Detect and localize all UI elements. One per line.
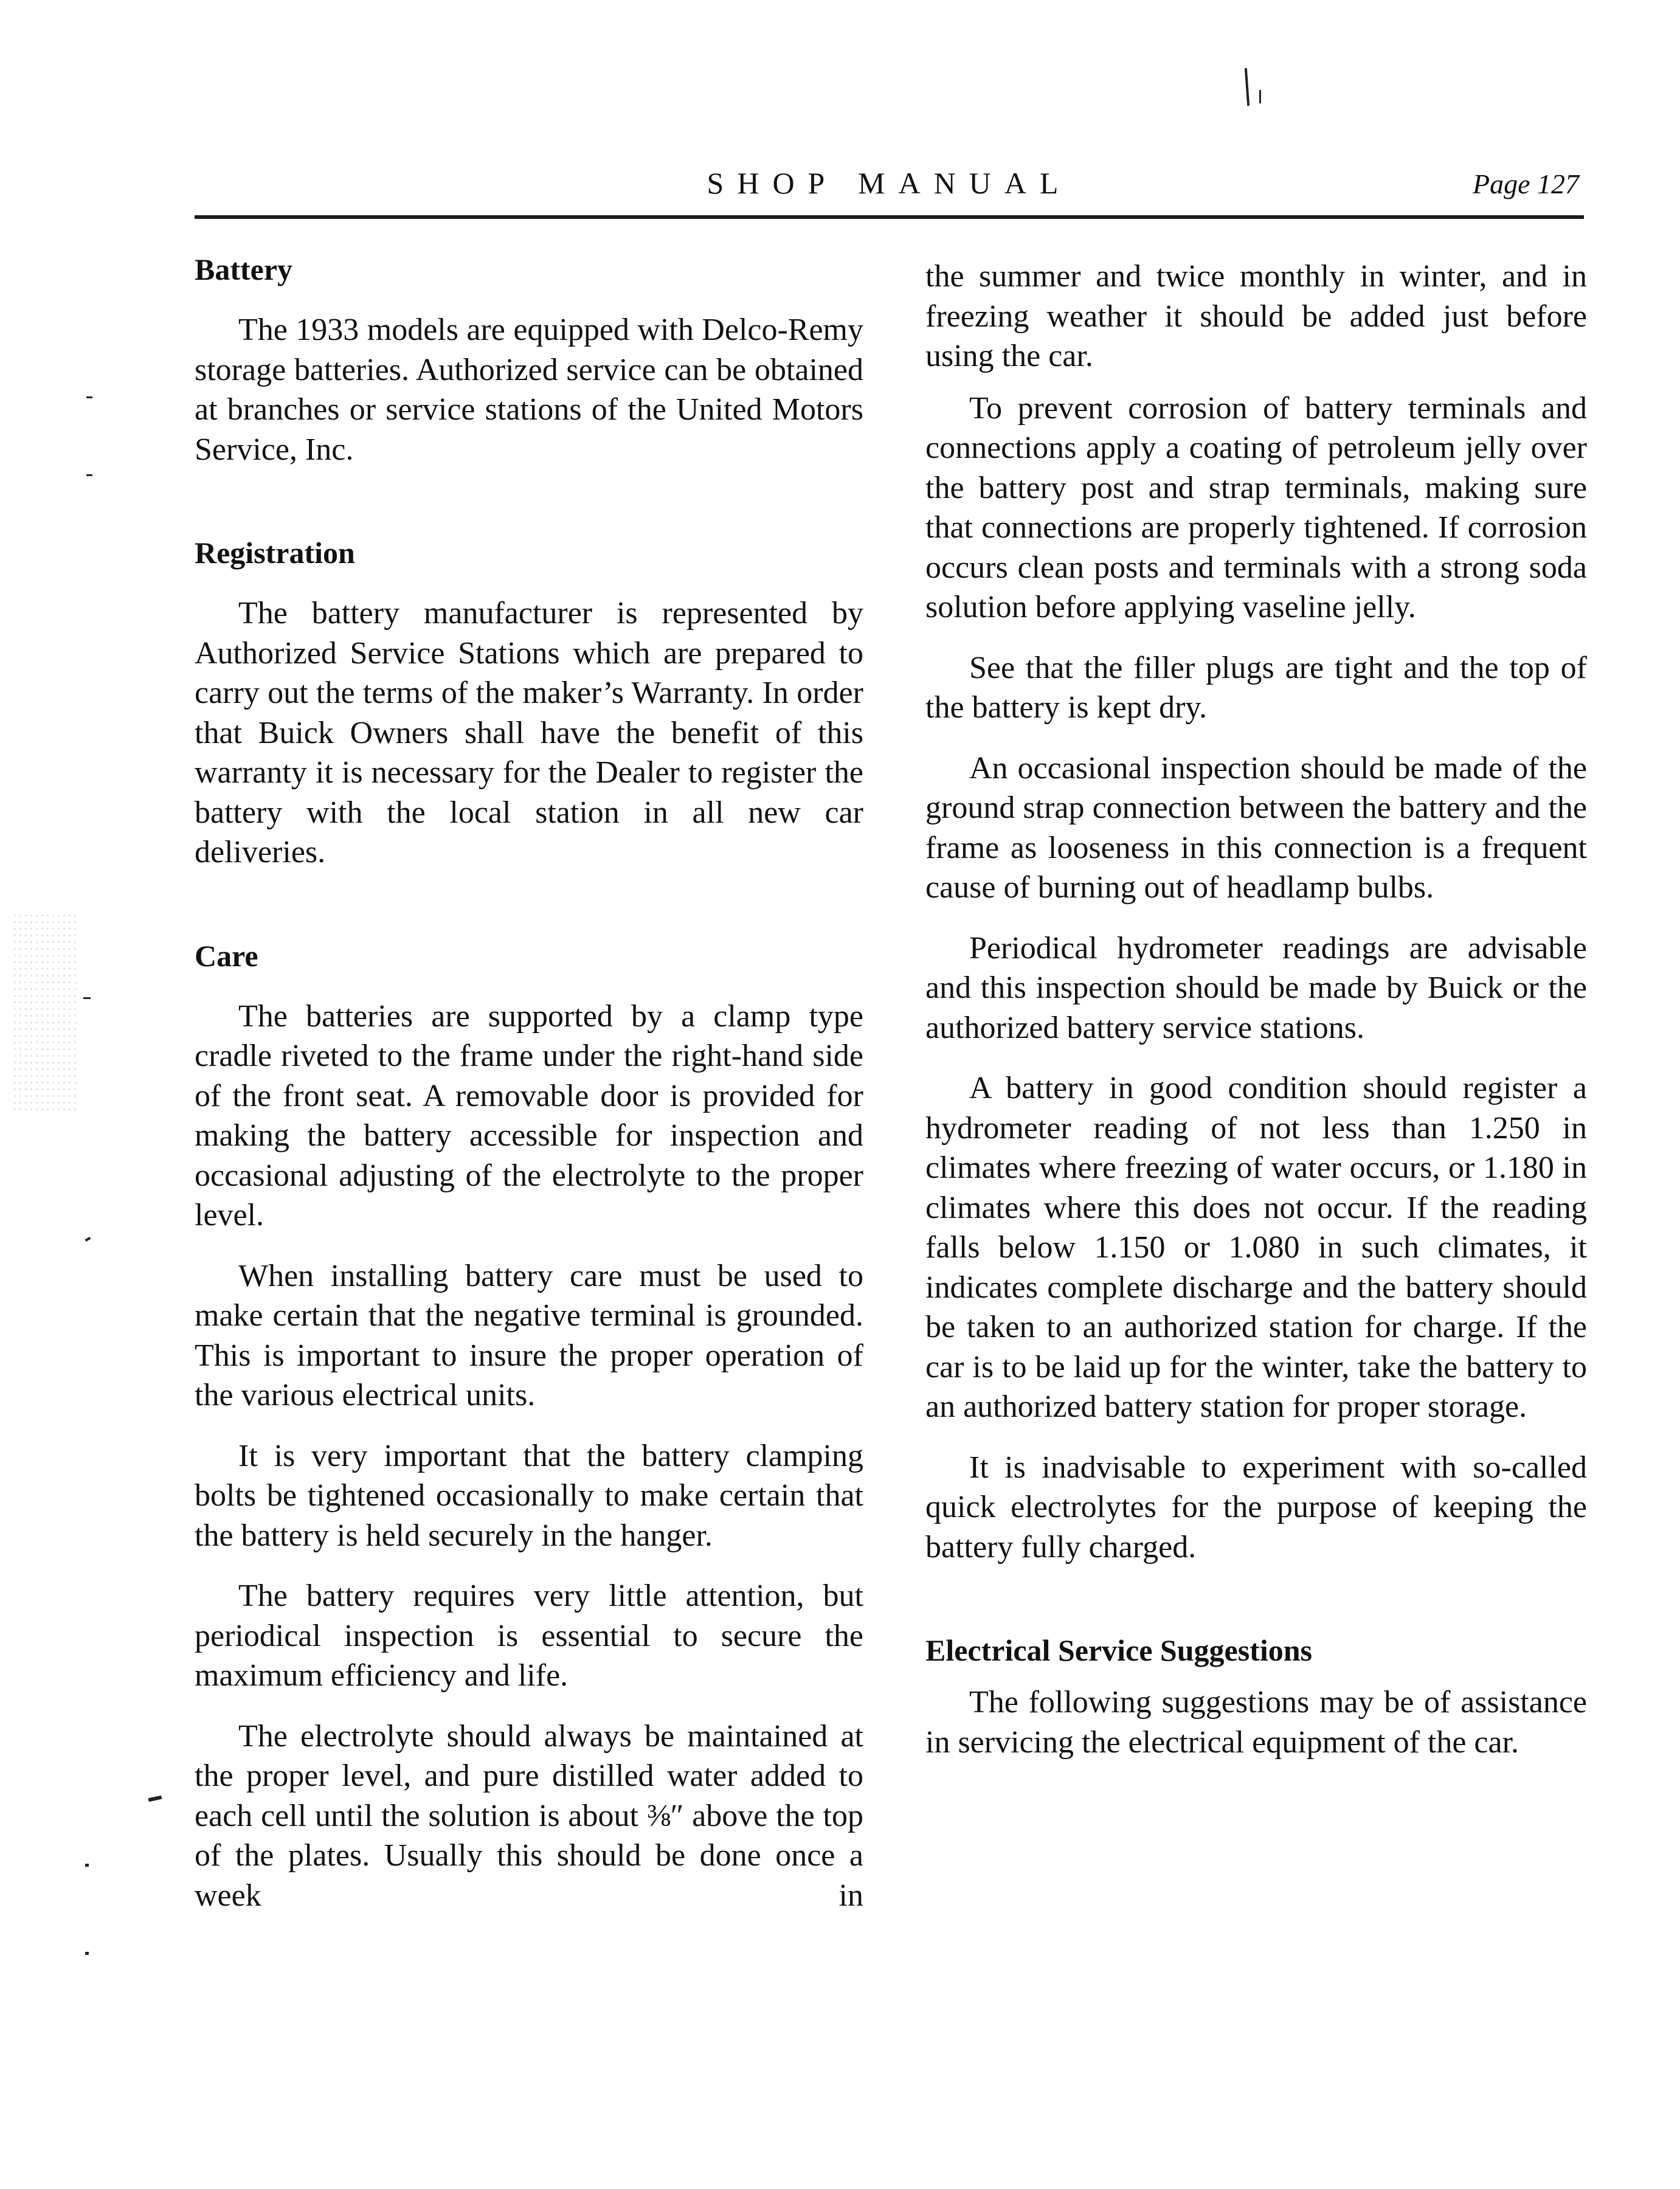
margin-mark — [86, 396, 92, 398]
section-heading: Electrical Service Suggestions — [925, 1633, 1312, 1667]
paragraph: The 1933 models are equipped with Delco-Remy storage batteries. Authorized service can be obtained at branches or service stations of the United Motors Service, Inc. — [195, 313, 863, 467]
paragraph: The batteries are supported by a clamp type cradle riveted to the frame under the right-hand side of the front seat. A removable door is provided for making the battery accessible for inspection and occasional adjusting of the electrolyte to the proper level. — [195, 998, 863, 1233]
right-column — [925, 257, 1587, 1783]
page-number: Page 127 — [1472, 168, 1579, 199]
margin-mark — [83, 997, 91, 999]
left-column — [195, 249, 863, 1936]
section-registration — [195, 533, 863, 873]
paragraph: To prevent corrosion of battery terminals and connections apply a coating of petroleum jelly over the battery post and strap terminals, making sure that connections are properly tightened. If corrosion occurs clean posts and terminals with a strong soda solution before applying vaseline jelly. — [925, 390, 1587, 624]
section-heading: Registration — [195, 536, 355, 570]
page-header — [195, 164, 1584, 219]
paragraph: A battery in good condition should register a hydrometer reading of not less than 1.250 in climates where freezing of water occurs, or 1.180 in climates where this does not occur. If the reading falls below 1.150 or 1.080 in such climates, it indicates complete discharge and the battery should be taken to an authorized station for charge. If the car is to be laid up for the winter, take the battery to an authorized battery station for proper storage. — [925, 1071, 1587, 1424]
paragraph: When installing battery care must be used to make certain that the negative terminal is grounded. This is important to insure the proper operation of the various electrical units. — [195, 1258, 863, 1413]
paragraph: It is inadvisable to experiment with so-called quick electrolytes for the purpose of keeping the battery fully charged. — [925, 1450, 1587, 1565]
margin-mark-glyph — [148, 1796, 162, 1802]
margin-mark — [85, 1952, 89, 1955]
scan-mark-top — [1245, 68, 1250, 106]
paragraph: The battery manufacturer is represented by Authorized Service Stations which are prepared to carry out the terms of the maker’s Warranty. In order that Buick Owners shall have the benefit of this warranty it is necessary for the Dealer to register the battery with the local station in all new car deliveries. — [195, 596, 863, 870]
paragraph: The electrolyte should always be maintained at the proper level, and pure distilled water added to each cell until the solution is about ⅜″ above the top of the plates. Usually this should be done once a week in — [195, 1718, 863, 1913]
section-heading: Battery — [195, 252, 293, 286]
margin-mark — [85, 1237, 91, 1242]
margin-mark — [85, 1864, 89, 1867]
running-title: SHOP MANUAL — [707, 166, 1072, 200]
paragraph: See that the filler plugs are tight and the top of the battery is kept dry. — [925, 650, 1587, 725]
section-electrical-service-suggestions — [925, 1630, 1587, 1762]
paragraph: An occasional inspection should be made of the ground strap connection between the battery and the frame as looseness in this connection is a frequent cause of burning out of headlamp bulbs. — [925, 750, 1587, 905]
section-care — [195, 936, 863, 1916]
paragraph: It is very important that the battery clamping bolts be tightened occasionally to make certain that the battery is held securely in the hanger. — [195, 1438, 863, 1553]
margin-mark — [86, 474, 92, 476]
paragraph: Periodical hydrometer readings are advisable and this inspection should be made by Buick or the authorized battery service stations. — [925, 930, 1587, 1045]
paragraph: The following suggestions may be of assistance in servicing the electrical equipment of the car. — [925, 1685, 1587, 1760]
section-battery — [195, 249, 863, 469]
paragraph: The battery requires very little attention, but periodical inspection is essential to secure the maximum efficiency and life. — [195, 1579, 863, 1693]
section-heading: Care — [195, 938, 258, 973]
paragraph-continuation: the summer and twice monthly in winter, and in freezing weather it should be added just before using the car. — [925, 259, 1587, 373]
scan-mark-top-small — [1259, 90, 1261, 103]
scan-speckle-artifact — [12, 912, 79, 1113]
